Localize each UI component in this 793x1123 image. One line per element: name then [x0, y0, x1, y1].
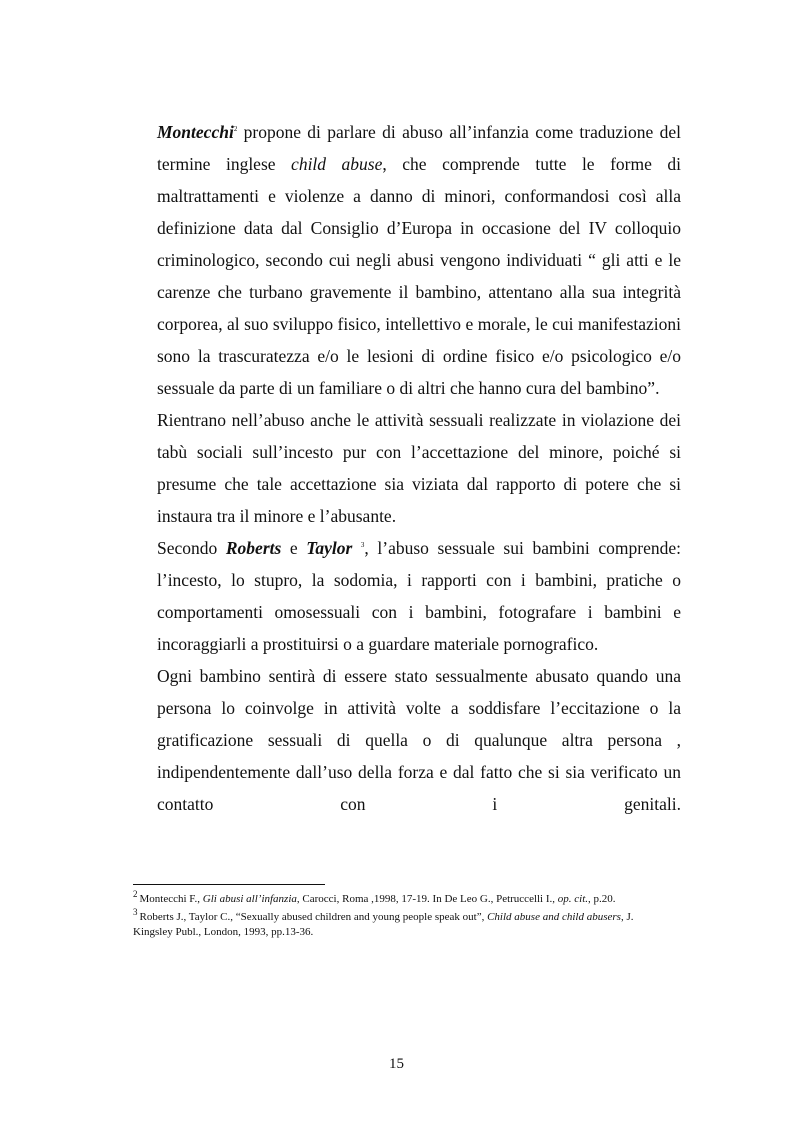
author-taylor: Taylor	[306, 538, 353, 558]
paragraph-text: propone di parlare di abuso all’infanzia come traduzione del termine inglese	[157, 122, 681, 174]
footnote-number: 2	[133, 889, 138, 900]
footnote-3	[133, 907, 673, 940]
footnote-italic: Gli abusi all’infanzia	[202, 893, 297, 905]
footnote-text: Montecchi F.,	[139, 893, 203, 905]
footnote-number: 3	[133, 907, 138, 918]
italic-term: child abuse	[291, 154, 383, 174]
footnote-italic: op. cit.	[557, 893, 589, 905]
footnote-italic: Child abuse and child abusers	[487, 911, 621, 923]
paragraph-ogni-bambino	[157, 660, 681, 820]
paragraph-montecchi	[157, 116, 681, 404]
paragraph-text: Ogni bambino sentirà di essere stato sessualmente abusato quando una persona lo coinvolge in attività volte a soddisfare l’eccitazione o la gratificazione sessuali di quella o di qualunque altra persona , indipendentemente dall’uso della forza e dal fatto che si sia verificato un contatto con i genitali.	[157, 666, 681, 814]
paragraph-text: Secondo	[157, 538, 226, 558]
footnote-text: , J. Kingsley Publ., London, 1993, pp.13-36.	[133, 911, 634, 938]
body-text	[157, 116, 681, 820]
paragraph-text: e	[281, 538, 307, 558]
page-number: 15	[389, 1056, 404, 1072]
footnote-text: , Carocci, Roma ,1998, 17-19. In De Leo G., Petruccelli I.,	[296, 893, 558, 905]
footnote-2	[133, 889, 673, 907]
paragraph-roberts-taylor	[157, 532, 681, 660]
footnote-separator	[133, 884, 325, 885]
footnote-text: , p.20.	[588, 893, 616, 905]
paragraph-text: , l’abuso sessuale sui bambini comprende: l’incesto, lo stupro, la sodomia, i rapporti con i bambini, pratiche o comportamenti omosessuali con i bambini, fotografare i bambini e incoraggiarli a prostituirsi o a guardare materiale pornografico.	[157, 538, 681, 654]
footnote-ref-2[interactable]: 2	[233, 125, 238, 134]
paragraph-incesto	[157, 404, 681, 532]
paragraph-text: Rientrano nell’abuso anche le attività sessuali realizzate in violazione dei tabù sociali sull’incesto pur con l’accettazione del minore, poiché si presume che tale accettazione sia viziata dal rapporto di potere che si instaura tra il minore e l’abusante.	[157, 410, 681, 526]
paragraph-text: , che comprende tutte le forme di maltrattamenti e violenze a danno di minori, conformandosi così alla definizione data dal Consiglio d’Europa in occasione del IV colloquio criminologico, secondo cui negli abusi vengono individuati “ gli atti e le carenze che turbano gravemente il bambino, attentano alla sua integrità corporea, al suo sviluppo fisico, intellettivo e morale, le cui manifestazioni sono la trascuratezza e/o le lesioni di ordine fisico e/o psicologico e/o sessuale da parte di un familiare o di altri che hanno cura del bambino”.	[157, 154, 681, 398]
footnote-ref-3[interactable]: 3	[360, 541, 365, 550]
footnote-text: Roberts J., Taylor C., “Sexually abused children and young people speak out”,	[139, 911, 488, 923]
footnotes	[133, 889, 673, 943]
author-montecchi: Montecchi	[157, 122, 234, 142]
author-roberts: Roberts	[225, 538, 282, 558]
